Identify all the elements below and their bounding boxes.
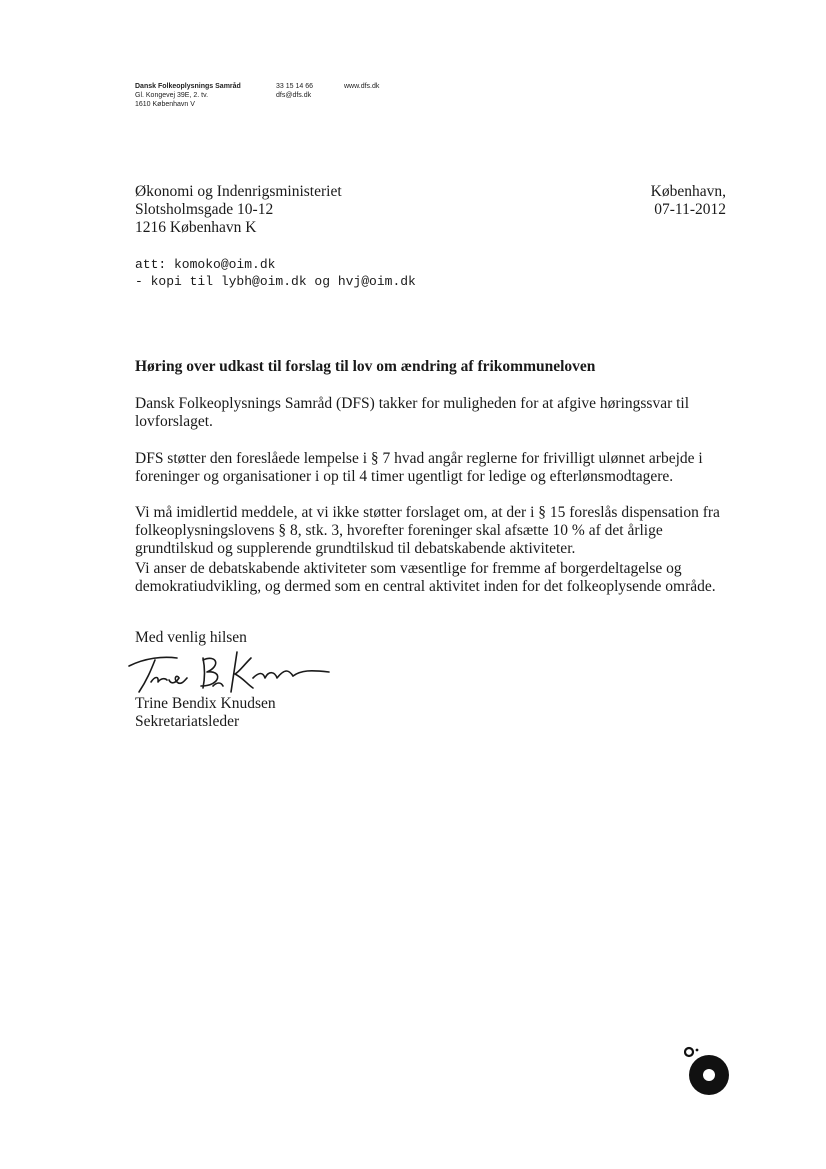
attention-line: att: komoko@oim.dk [135, 257, 276, 272]
date: 07-11-2012 [654, 201, 726, 218]
letterhead-phone: 33 15 14 66 [276, 83, 313, 90]
copy-line: - kopi til lybh@oim.dk og hvj@oim.dk [135, 274, 416, 289]
letterhead-address-line1: Gl. Kongevej 39E, 2. tv. [135, 92, 209, 99]
letterhead-email: dfs@dfs.dk [276, 92, 312, 99]
paragraph-4: Vi anser de debatskabende aktiviteter som væsentlige for fremme af borgerdeltagelse og demokratiudvikling, og dermed som en central aktivitet inden for det folkeoplysende område. [135, 560, 716, 595]
attention-block [135, 256, 416, 290]
paragraph-3: Vi må imidlertid meddele, at vi ikke støtter forslaget om, at der i § 15 foreslås dispensation fra folkeoplysningslovens § 8, stk. 3, hvorefter foreninger skal afsætte 10 % af det årlige grundtilskud og supplerende grundtilskud til debatskabende aktiviteter. [135, 504, 720, 557]
recipient-line2: Slotsholmsgade 10-12 [135, 201, 274, 218]
signature-image [125, 648, 335, 696]
letterhead-org-name: Dansk Folkeoplysnings Samråd [135, 83, 241, 90]
place: København, [650, 183, 726, 200]
closing-greeting: Med venlig hilsen [135, 629, 247, 646]
letterhead-address-line2: 1610 København V [135, 101, 195, 108]
place-date-block [526, 183, 726, 219]
signer-title: Sekretariatsleder [135, 713, 240, 730]
recipient-line3: 1216 København K [135, 219, 257, 236]
recipient-line1: Økonomi og Indenrigsministeriet [135, 183, 342, 200]
dfs-logo-icon [684, 1045, 732, 1095]
letterhead-website: www.dfs.dk [344, 83, 380, 90]
recipient-block [135, 183, 342, 237]
signer-block [135, 695, 276, 731]
paragraph-2: DFS støtter den foreslåede lempelse i § 7 hvad angår reglerne for frivilligt ulønnet arbejde i foreninger og organisationer i op til 4 timer ugentligt for ledige og efterlønsmodtagere. [135, 450, 703, 485]
signer-name: Trine Bendix Knudsen [135, 695, 276, 712]
paragraph-1: Dansk Folkeoplysnings Samråd (DFS) takker for muligheden for at afgive høringssvar til lovforslaget. [135, 395, 690, 430]
subject-heading: Høring over udkast til forslag til lov om ændring af frikommuneloven [135, 358, 596, 375]
